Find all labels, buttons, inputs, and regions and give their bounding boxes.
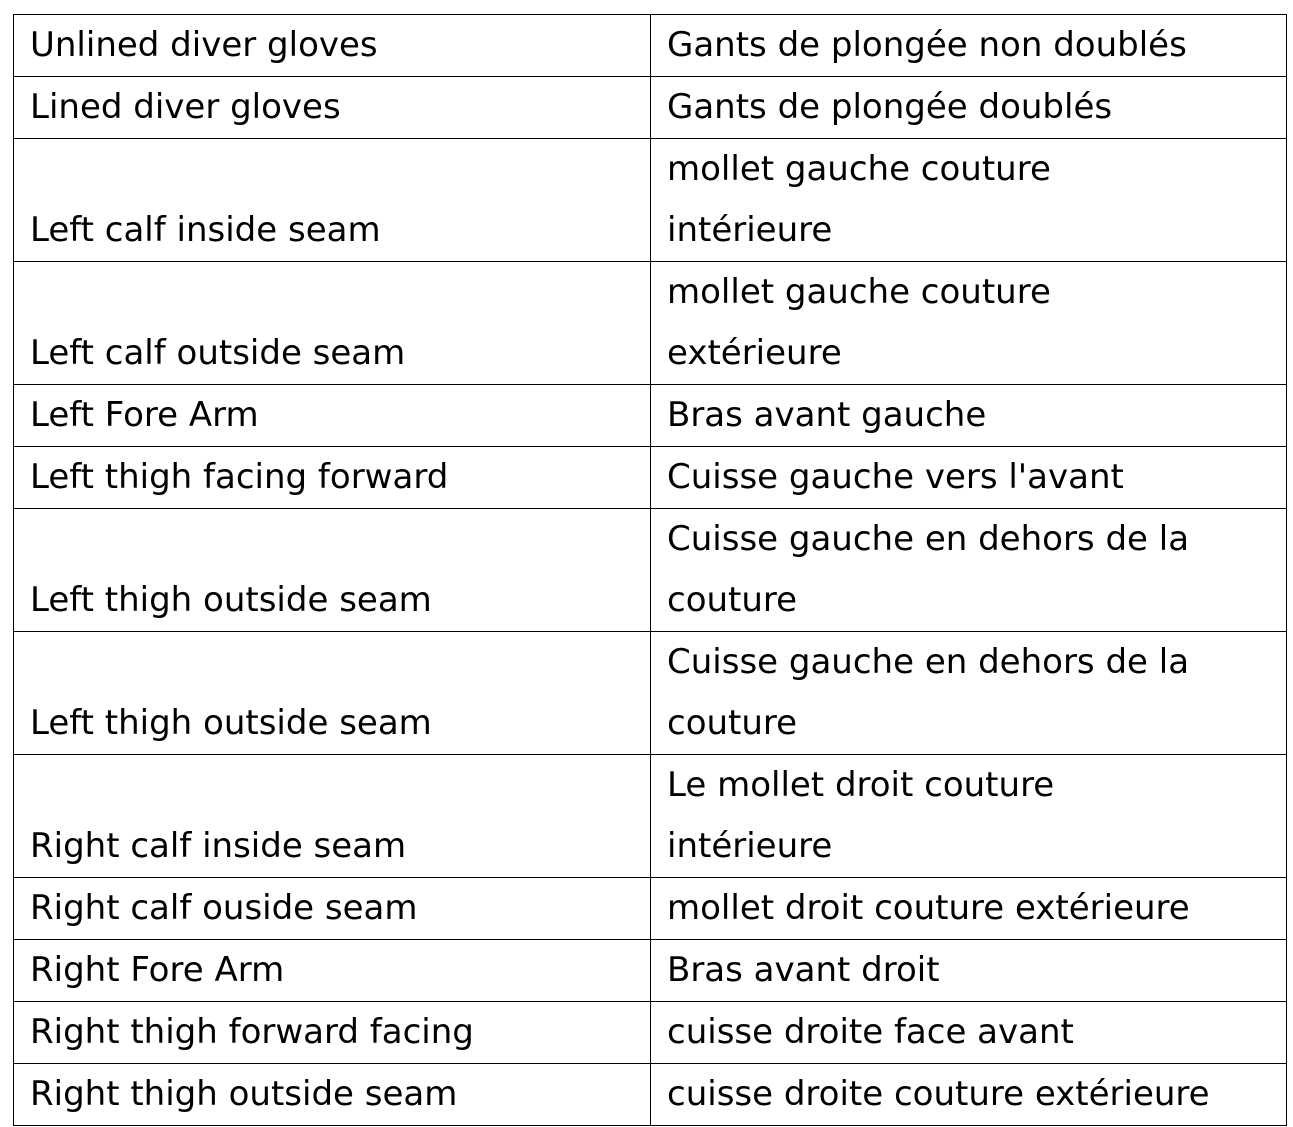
english-term-cell: Right calf ouside seam xyxy=(14,878,651,940)
table-row xyxy=(14,262,1287,385)
french-translation-cell xyxy=(651,755,1287,878)
english-term-cell: Right Fore Arm xyxy=(14,940,651,1002)
french-translation-line: Cuisse gauche vers l'avant xyxy=(667,457,1124,497)
french-translation-cell xyxy=(651,1002,1287,1064)
english-term-cell: Right thigh forward facing xyxy=(14,1002,651,1064)
french-translation-cell xyxy=(651,385,1287,447)
table-row xyxy=(14,755,1287,878)
table-row xyxy=(14,447,1287,509)
french-translation-line: couture xyxy=(667,580,798,620)
french-translation-line: cuisse droite face avant xyxy=(667,1012,1074,1052)
french-translation-line: cuisse droite couture extérieure xyxy=(667,1074,1210,1114)
french-translation-cell xyxy=(651,1064,1287,1126)
table-row xyxy=(14,632,1287,755)
table-row xyxy=(14,139,1287,262)
english-term-cell: Right thigh outside seam xyxy=(14,1064,651,1126)
french-translation-line: extérieure xyxy=(667,333,842,373)
table-row xyxy=(14,509,1287,632)
french-translation-line: Gants de plongée doublés xyxy=(667,87,1113,127)
english-term-cell: Left Fore Arm xyxy=(14,385,651,447)
english-term-cell: Left thigh facing forward xyxy=(14,447,651,509)
french-translation-line: mollet droit couture extérieure xyxy=(667,888,1190,928)
table-body xyxy=(14,15,1287,1126)
french-translation-line: Cuisse gauche en dehors de la xyxy=(667,519,1190,559)
english-term-cell: Left calf inside seam xyxy=(14,139,651,262)
french-translation-line: intérieure xyxy=(667,210,833,250)
french-translation-line: intérieure xyxy=(667,826,833,866)
translation-table xyxy=(13,14,1287,1126)
french-translation-line: couture xyxy=(667,703,798,743)
table-row xyxy=(14,385,1287,447)
french-translation-cell xyxy=(651,509,1287,632)
french-translation-line: Gants de plongée non doublés xyxy=(667,25,1187,65)
table-row xyxy=(14,77,1287,139)
french-translation-cell xyxy=(651,878,1287,940)
table-row xyxy=(14,1064,1287,1126)
english-term-cell: Unlined diver gloves xyxy=(14,15,651,77)
english-term-cell: Left thigh outside seam xyxy=(14,509,651,632)
french-translation-cell xyxy=(651,447,1287,509)
french-translation-line: mollet gauche couture xyxy=(667,272,1051,312)
english-term-cell: Right calf inside seam xyxy=(14,755,651,878)
french-translation-line: mollet gauche couture xyxy=(667,149,1051,189)
table-row xyxy=(14,878,1287,940)
french-translation-cell xyxy=(651,77,1287,139)
french-translation-line: Bras avant gauche xyxy=(667,395,987,435)
french-translation-cell xyxy=(651,262,1287,385)
english-term-cell: Left calf outside seam xyxy=(14,262,651,385)
french-translation-line: Bras avant droit xyxy=(667,950,940,990)
french-translation-line: Cuisse gauche en dehors de la xyxy=(667,642,1190,682)
english-term-cell: Lined diver gloves xyxy=(14,77,651,139)
french-translation-cell xyxy=(651,940,1287,1002)
table-row xyxy=(14,1002,1287,1064)
english-term-cell: Left thigh outside seam xyxy=(14,632,651,755)
table-row xyxy=(14,15,1287,77)
french-translation-cell xyxy=(651,15,1287,77)
table-row xyxy=(14,940,1287,1002)
french-translation-cell xyxy=(651,632,1287,755)
french-translation-cell xyxy=(651,139,1287,262)
french-translation-line: Le mollet droit couture xyxy=(667,765,1055,805)
